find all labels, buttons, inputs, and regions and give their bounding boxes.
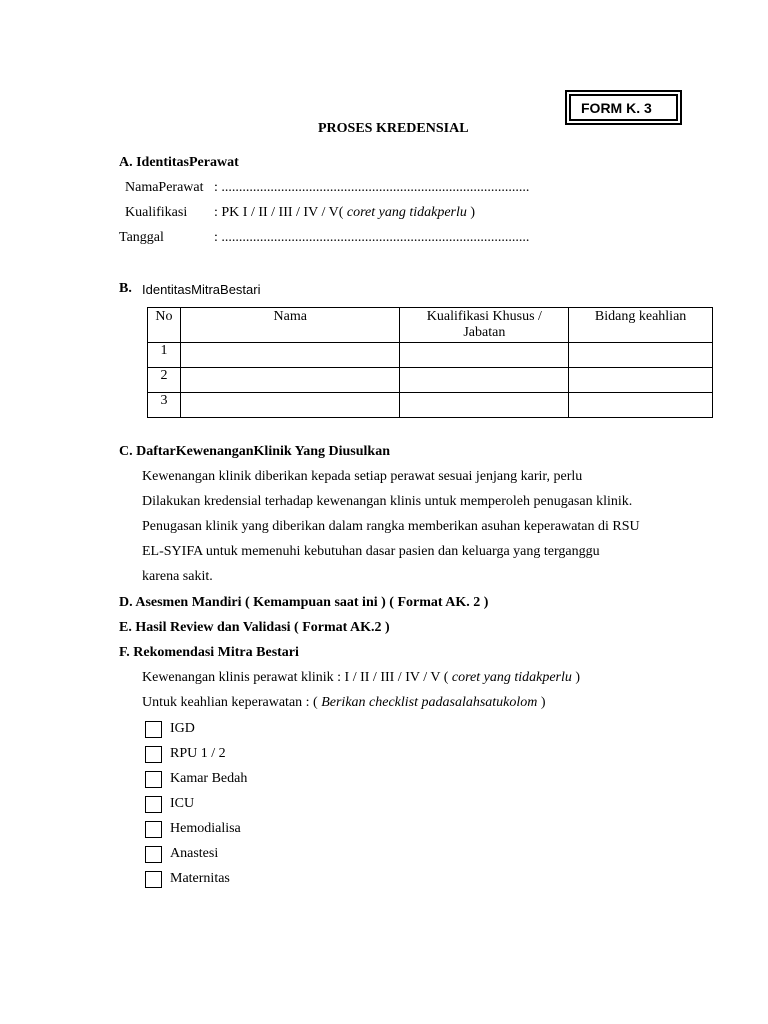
- tanggal-label: Tanggal: [119, 230, 164, 245]
- cell-nama[interactable]: [180, 393, 400, 418]
- cell-kualifikasi[interactable]: [400, 368, 569, 393]
- kualifikasi-note: coret yang tidakperlu: [343, 205, 467, 220]
- checkbox-kamar-bedah[interactable]: [145, 771, 162, 788]
- section-c-line: Kewenangan klinik diberikan kepada setiap perawat sesuai jenjang karir, perlu: [142, 469, 583, 484]
- nama-perawat-label: NamaPerawat: [125, 180, 204, 195]
- header-nama: Nama: [180, 308, 400, 343]
- option-label: Kamar Bedah: [170, 771, 248, 786]
- page-title: PROSES KREDENSIAL: [318, 121, 469, 136]
- cell-bidang[interactable]: [569, 368, 713, 393]
- kewenangan-klinis-close: ): [571, 670, 581, 685]
- kewenangan-klinis-line: [142, 670, 580, 686]
- option-label: RPU 1 / 2: [170, 746, 226, 761]
- section-a-heading: A. IdentitasPerawat: [119, 155, 239, 170]
- form-code-box: [565, 90, 682, 125]
- section-b-heading: IdentitasMitraBestari: [142, 282, 261, 297]
- tanggal-field[interactable]: : ........................................................................................: [214, 230, 530, 245]
- option-label: Hemodialisa: [170, 821, 241, 836]
- header-kualifikasi-line2: Jabatan: [463, 325, 506, 340]
- section-c-line: Dilakukan kredensial terhadap kewenangan klinis untuk memperoleh penugasan klinik.: [142, 494, 633, 509]
- kualifikasi-field: [214, 205, 475, 221]
- section-f-heading: F. Rekomendasi Mitra Bestari: [119, 645, 299, 660]
- section-c-heading: C. DaftarKewenanganKlinik Yang Diusulkan: [119, 444, 390, 459]
- cell-nama[interactable]: [180, 343, 400, 368]
- keahlian-close: ): [537, 695, 546, 710]
- row-number: 2: [148, 368, 181, 393]
- section-c-line: Penugasan klinik yang diberikan dalam rangka memberikan asuhan keperawatan di RSU: [142, 519, 640, 534]
- checkbox-hemodialisa[interactable]: [145, 821, 162, 838]
- table-row: [148, 368, 713, 393]
- section-d-heading: D. Asesmen Mandiri ( Kemampuan saat ini ) ( Format AK. 2 ): [119, 595, 489, 610]
- cell-kualifikasi[interactable]: [400, 393, 569, 418]
- header-kualifikasi: [400, 308, 569, 343]
- checkbox-rpu[interactable]: [145, 746, 162, 763]
- form-code: FORM K. 3: [569, 94, 678, 121]
- option-label: Anastesi: [170, 846, 219, 861]
- header-no: No: [148, 308, 181, 343]
- keahlian-note: Berikan checklist padasalahsatukolom: [317, 695, 538, 710]
- table-row: [148, 393, 713, 418]
- kewenangan-klinis-text: Kewenangan klinis perawat klinik : I / II / III / IV / V (: [142, 670, 449, 685]
- cell-kualifikasi[interactable]: [400, 343, 569, 368]
- section-b-letter: B.: [119, 281, 132, 296]
- kewenangan-klinis-note: coret yang tidakperlu: [448, 670, 572, 685]
- header-bidang: Bidang keahlian: [569, 308, 713, 343]
- option-label: ICU: [170, 796, 195, 811]
- option-label: IGD: [170, 721, 195, 736]
- checkbox-anastesi[interactable]: [145, 846, 162, 863]
- header-kualifikasi-line1: Kualifikasi Khusus /: [426, 309, 542, 324]
- checkbox-maternitas[interactable]: [145, 871, 162, 888]
- cell-bidang[interactable]: [569, 343, 713, 368]
- section-c-line: karena sakit.: [142, 569, 213, 584]
- section-c-line: EL-SYIFA untuk memenuhi kebutuhan dasar pasien dan keluarga yang terganggu: [142, 544, 600, 559]
- option-label: Maternitas: [170, 871, 230, 886]
- table-row: [148, 343, 713, 368]
- table-header-row: [148, 308, 713, 343]
- mitra-bestari-table: [147, 307, 713, 418]
- kualifikasi-close: ): [466, 205, 476, 220]
- keahlian-line: [142, 695, 546, 711]
- cell-nama[interactable]: [180, 368, 400, 393]
- section-e-heading: E. Hasil Review dan Validasi ( Format AK.2 ): [119, 620, 390, 635]
- checkbox-igd[interactable]: [145, 721, 162, 738]
- row-number: 3: [148, 393, 181, 418]
- row-number: 1: [148, 343, 181, 368]
- checkbox-icu[interactable]: [145, 796, 162, 813]
- kualifikasi-options: : PK I / II / III / IV / V(: [214, 205, 344, 220]
- keahlian-text: Untuk keahlian keperawatan : (: [142, 695, 318, 710]
- cell-bidang[interactable]: [569, 393, 713, 418]
- kualifikasi-label: Kualifikasi: [125, 205, 188, 220]
- nama-perawat-field[interactable]: : ........................................................................................: [214, 180, 530, 195]
